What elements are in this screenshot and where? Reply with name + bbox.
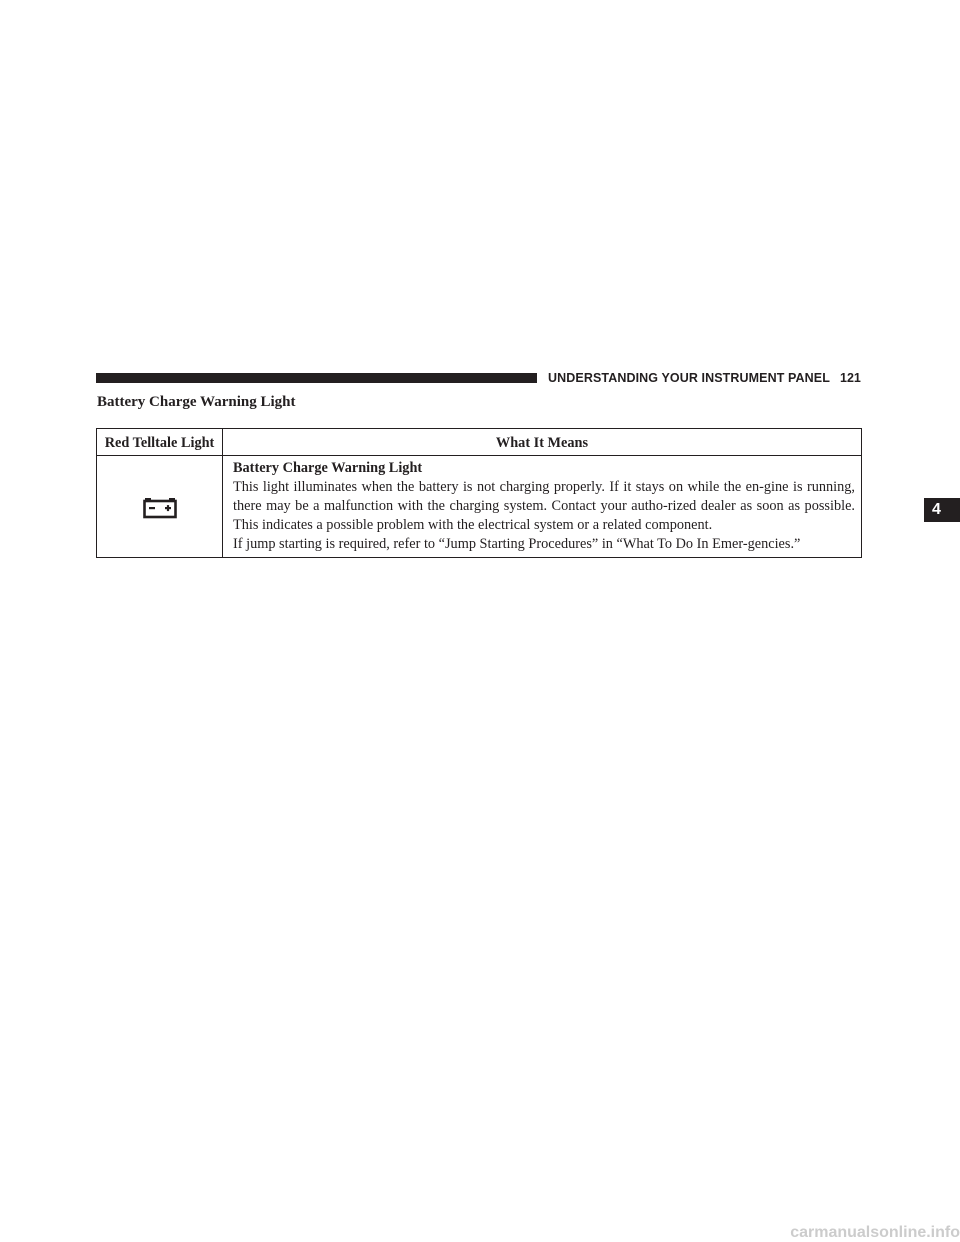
battery-icon [143, 495, 177, 519]
column-header-meaning: What It Means [223, 429, 862, 456]
telltale-table [96, 428, 862, 558]
section-title: Battery Charge Warning Light [97, 394, 296, 410]
table-row [97, 456, 862, 558]
description-paragraph: This light illuminates when the battery is not charging properly. If it stays on while the en-gine is running, there may be a malfunction with the charging system. Contact your autho-rized dealer as soon as possible. This indicates a possible problem with the electrical system or a related component. [233, 479, 855, 533]
watermark: carmanualsonline.info [790, 1224, 960, 1241]
telltale-icon-cell [97, 456, 223, 558]
telltale-description [223, 456, 862, 558]
description-paragraph: If jump starting is required, refer to “Jump Starting Procedures” in “What To Do In Emer-gencies.” [233, 536, 801, 552]
chapter-tab: 4 [924, 498, 960, 522]
column-header-light: Red Telltale Light [97, 429, 223, 456]
page-number: 121 [840, 371, 861, 385]
table-header-row [97, 429, 862, 456]
header-rule [96, 373, 537, 383]
running-header-title: UNDERSTANDING YOUR INSTRUMENT PANEL [548, 371, 830, 385]
description-title: Battery Charge Warning Light [233, 460, 423, 476]
